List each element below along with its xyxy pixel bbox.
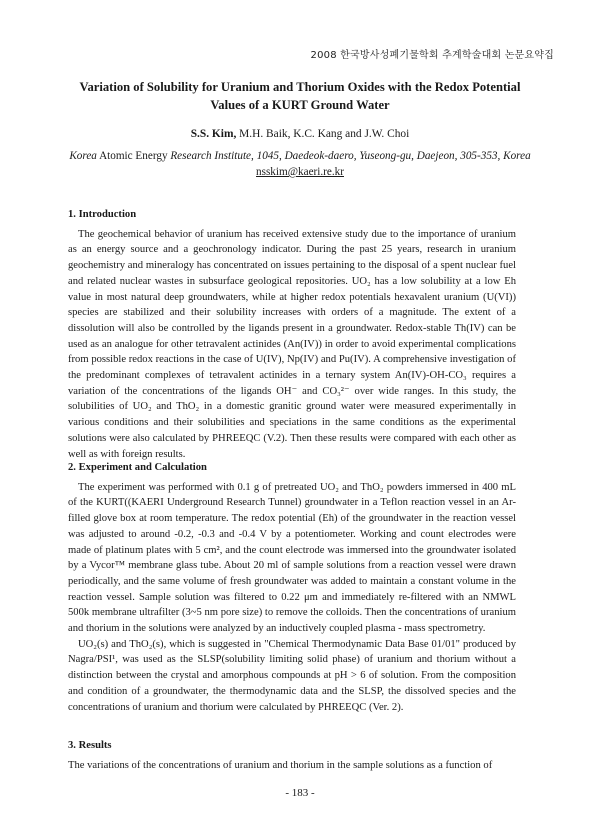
section-heading-introduction: 1. Introduction [68,209,137,220]
section-heading-experiment: 2. Experiment and Calculation [68,462,207,473]
affiliation-address: Research Institute, 1045, Daedeok-daero, Yuseong-gu, Daejeon, 305-353, Korea [170,150,531,162]
experiment-paragraph-1: The experiment was performed with 0.1 g of pretreated UO₂ and ThO₂ powders immersed in 400 mL of the KURT((KAERI Underground Research Tunnel) groundwater in a Teflon reaction vessel in an Ar-filled glove box at room temperature. The redox potential (Eh) of the groundwater in the reaction vessel was adjusted to around -0.2, -0.3 and -0.4 V by a potentiometer. Working and count electrodes were made of platinum plates with 5 cm², and the count electrode was immersed into the groundwater isolated by a Vycor™ membrane glass tube. About 20 ml of sample solutions from a reaction vessel were drawn periodically, and the same volume of fresh groundwater was added to maintain a constant volume in the reaction vessel. Sample solution was filtered to 0.22 μm and immediately re-filtered with an NMWL 500k membrane ultrafilter (3~5 nm pore size) to remove the colloids. Then the concentrations of uranium and thorium in the solutions were analyzed by an inductively coupled plasma - mass spectrometry. [68,481,516,635]
results-paragraph: The variations of the concentrations of uranium and thorium in the sample solutions as a function of [68,759,493,771]
author-list [60,128,540,140]
section-experiment [68,460,516,715]
affiliation-org: Korea [69,150,97,162]
proceedings-header: 2008 한국방사성폐기물학회 추계학술대회 논문요약집 [310,50,554,61]
section-results [68,738,516,773]
paper-title [60,78,540,114]
co-authors: M.H. Baik, K.C. Kang and J.W. Choi [239,128,410,140]
affiliation-org-rest: Atomic Energy [99,150,168,162]
title-line-2: Values of a KURT Ground Water [210,98,390,112]
first-author: S.S. Kim, [190,128,237,140]
affiliation [60,148,540,180]
section-heading-results: 3. Results [68,740,112,751]
introduction-paragraph: The geochemical behavior of uranium has received extensive study due to the importance of uranium as an energy source and a geochronology indicator. During the past 25 years, research in uranium geochemistry and mineralogy has concentrated on issues pertaining to the disposal of a spent nuclear fuel and related nuclear wastes in subsurface geological repositories. UO₂ has a low solubility at a low Eh value in most natural deep groundwaters, while at higher redox potentials hexavalent uranium (U(VI)) species are stabilized and their solubility increases with orders of a magnitude. The extent of a dissolution will also be controlled by the ligands present in a groundwater. Redox-stable Th(IV) can be used as an analogue for other tetravalent actinides (An(IV)) in order to avoid experimental complications from possible redox reactions in the case of U(IV), Np(IV) and Pu(IV). A comprehensive investigation of the predominant complexes of tetravalent actinides in a ternary system An(IV)-OH-CO₃ requires a variation of the concentrations of the ligands OH⁻ and CO₃²⁻ over wide ranges. In this study, the solubilities of UO₂ and ThO₂ in a domestic granitic ground water were measured experimentally in various conditions and their solubilities and speciations in the same conditions as the experimental solutions were also calculated by PHREEQC (V.2). Then these results were compared with each other as well as with foreign results. [68,228,516,460]
experiment-paragraph-2: UO₂(s) and ThO₂(s), which is suggested in "Chemical Thermodynamic Data Base 01/01" produced by Nagra/PSI¹, was used as the SLSP(solubility limiting solid phase) of uranium and thorium without a distinction between the crystal and amorphous compounds at pH > 6 of solution. From the composition and condition of a groundwater, the thermodynamic data and the SLSP, the dissolved species and the concentrations of uranium and thorium were calculated by PHREEQC (Ver. 2). [68,638,516,713]
section-introduction [68,207,516,462]
title-line-1: Variation of Solubility for Uranium and Thorium Oxides with the Redox Potential [79,80,521,94]
page-number: - 183 - [285,787,315,799]
author-email[interactable]: nsskim@kaeri.re.kr [256,166,344,178]
